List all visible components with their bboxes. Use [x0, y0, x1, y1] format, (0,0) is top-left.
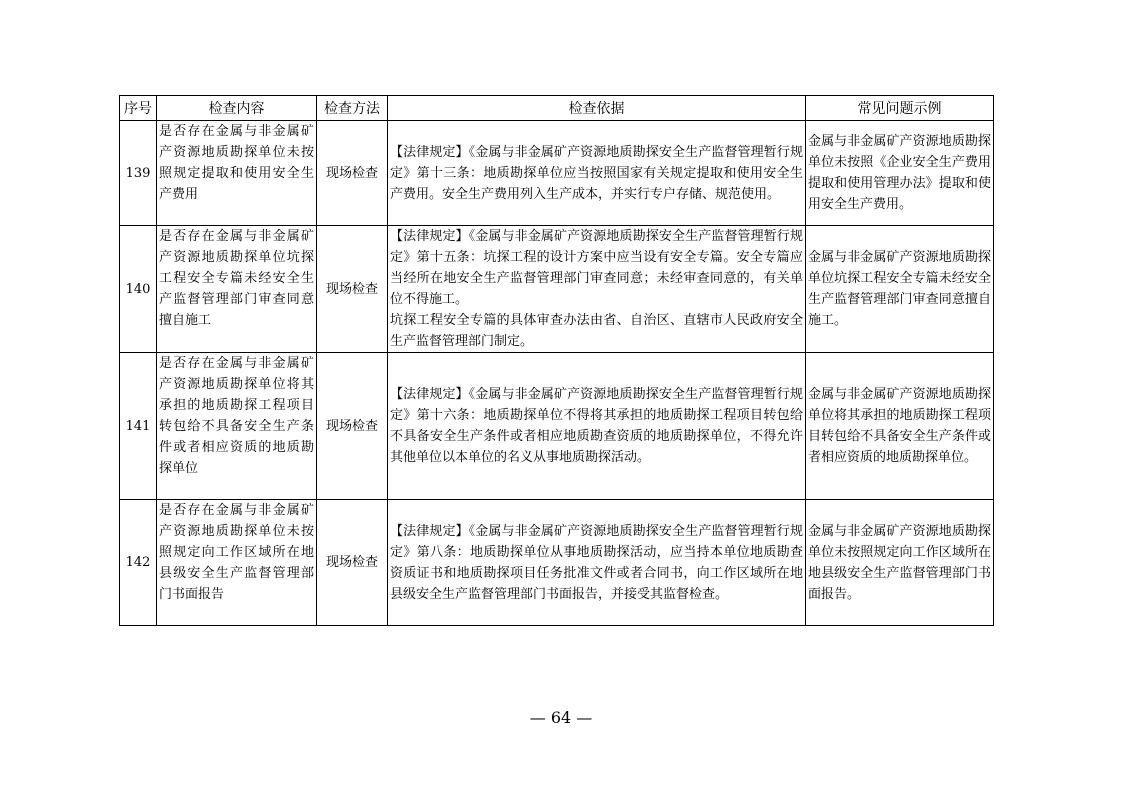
check-method: 现场检查 — [317, 226, 388, 353]
table-row — [120, 121, 994, 226]
check-basis: 【法律规定】《金属与非金属矿产资源地质勘探安全生产监督管理暂行规定》第十三条：地质勘探单位应当按照国家有关规定提取和使用安全生产费用。安全生产费用列入生产成本，并实行专户存储、规范使用。 — [388, 121, 806, 226]
row-number: 139 — [120, 121, 157, 226]
common-issue: 金属与非金属矿产资源地质勘探单位未按照《企业安全生产费用提取和使用管理办法》提取和使用安全生产费用。 — [806, 121, 994, 226]
inspection-table — [119, 95, 994, 626]
row-number: 140 — [120, 226, 157, 353]
table-header-row — [120, 96, 994, 121]
header-method: 检查方法 — [317, 96, 388, 121]
check-basis: 【法律规定】《金属与非金属矿产资源地质勘探安全生产监督管理暂行规定》第十五条：坑探工程的设计方案中应当设有安全专篇。安全专篇应当经所在地安全生产监督管理部门审查同意；未经审查同意的，有关单位不得施工。 坑探工程安全专篇的具体审查办法由省、自治区、直辖市人民政府安全生产监督管理部门制定。 — [388, 226, 806, 353]
common-issue: 金属与非金属矿产资源地质勘探单位坑探工程安全专篇未经安全生产监督管理部门审查同意擅自施工。 — [806, 226, 994, 353]
check-method: 现场检查 — [317, 353, 388, 500]
page-number: — 64 — — [529, 708, 593, 727]
table-row — [120, 500, 994, 626]
check-content: 是否存在金属与非金属矿产资源地质勘探单位坑探工程安全专篇未经安全生产监督管理部门审查同意擅自施工 — [157, 226, 317, 353]
header-seq: 序号 — [120, 96, 157, 121]
table-row — [120, 226, 994, 353]
check-content: 是否存在金属与非金属矿产资源地质勘探单位未按照规定向工作区域所在地县级安全生产监督管理部门书面报告 — [157, 500, 317, 626]
check-basis: 【法律规定】《金属与非金属矿产资源地质勘探安全生产监督管理暂行规定》第八条：地质勘探单位从事地质勘探活动，应当持本单位地质勘查资质证书和地质勘探项目任务批准文件或者合同书，向工作区域所在地县级安全生产监督管理部门书面报告，并接受其监督检查。 — [388, 500, 806, 626]
row-number: 141 — [120, 353, 157, 500]
header-content: 检查内容 — [157, 96, 317, 121]
table-row — [120, 353, 994, 500]
common-issue: 金属与非金属矿产资源地质勘探单位未按照规定向工作区域所在地县级安全生产监督管理部门书面报告。 — [806, 500, 994, 626]
row-number: 142 — [120, 500, 157, 626]
header-basis: 检查依据 — [388, 96, 806, 121]
check-method: 现场检查 — [317, 121, 388, 226]
check-method: 现场检查 — [317, 500, 388, 626]
common-issue: 金属与非金属矿产资源地质勘探单位将其承担的地质勘探工程项目转包给不具备安全生产条件或者相应资质的地质勘探单位。 — [806, 353, 994, 500]
check-content: 是否存在金属与非金属矿产资源地质勘探单位将其承担的地质勘探工程项目转包给不具备安全生产条件或者相应资质的地质勘探单位 — [157, 353, 317, 500]
check-basis: 【法律规定】《金属与非金属矿产资源地质勘探安全生产监督管理暂行规定》第十六条：地质勘探单位不得将其承担的地质勘探工程项目转包给不具备安全生产条件或者相应地质勘查资质的地质勘探单位，不得允许其他单位以本单位的名义从事地质勘探活动。 — [388, 353, 806, 500]
header-issue: 常见问题示例 — [806, 96, 994, 121]
check-content: 是否存在金属与非金属矿产资源地质勘探单位未按照规定提取和使用安全生产费用 — [157, 121, 317, 226]
